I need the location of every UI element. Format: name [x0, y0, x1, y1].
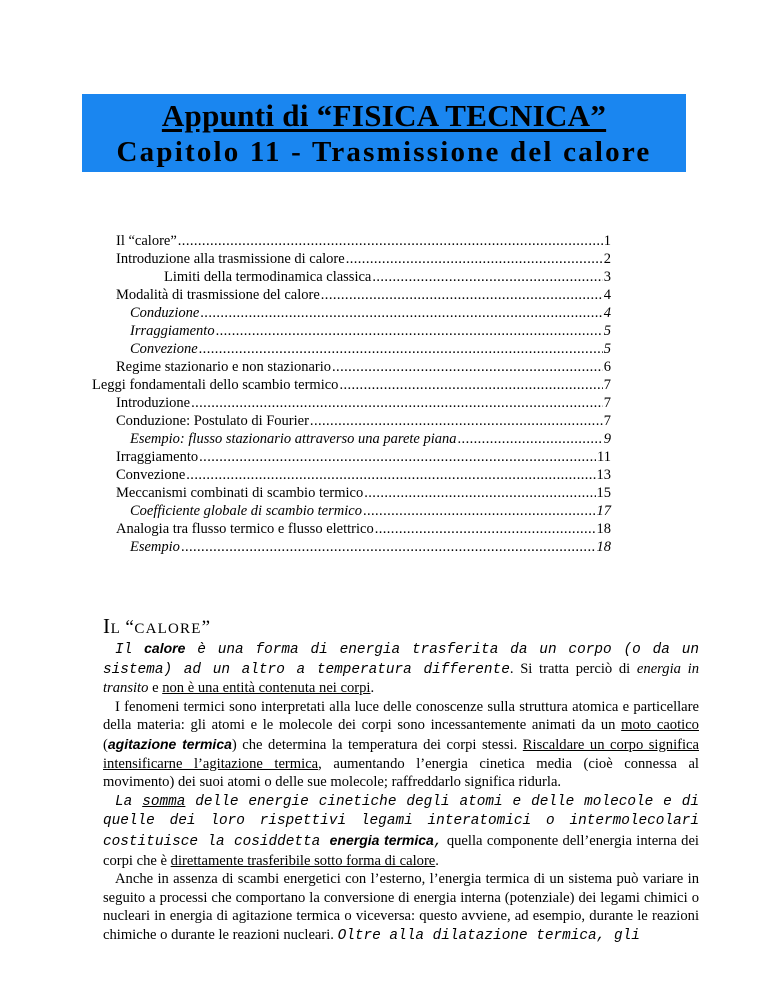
text-run: Il [115, 642, 145, 658]
toc-leader-dots [199, 448, 596, 466]
toc-leader-dots [339, 376, 602, 394]
toc-entry-page: 7 [603, 395, 611, 411]
toc-entry[interactable] [130, 304, 611, 322]
toc-entry-title: Irraggiamento [116, 449, 199, 465]
toc-entry-page: 17 [596, 503, 611, 519]
text-run: moto caotico [621, 717, 699, 734]
toc-entry[interactable] [130, 502, 611, 520]
toc-entry[interactable] [116, 394, 611, 412]
toc-entry-title: Esempio [130, 539, 180, 555]
paragraph [103, 792, 699, 870]
text-run: . Si tratta perciò di [509, 660, 637, 677]
toc-leader-dots [200, 304, 602, 322]
toc-leader-dots [346, 250, 603, 268]
toc-entry-page: 9 [603, 431, 611, 447]
text-run: agitazione termica [107, 735, 232, 752]
toc-entry-title: Coefficiente globale di scambio termico [130, 503, 362, 519]
heading-word: CALORE [134, 621, 202, 637]
toc-entry-title: Meccanismi combinati di scambio termico [116, 485, 364, 501]
document-title-banner [82, 94, 686, 172]
toc-entry-page: 6 [603, 359, 611, 375]
toc-leader-dots [321, 286, 603, 304]
toc-leader-dots [178, 232, 603, 250]
section-body [103, 639, 699, 946]
toc-entry-page: 2 [603, 251, 611, 267]
toc-leader-dots [310, 412, 603, 430]
toc-leader-dots [186, 466, 595, 484]
text-run: energia termica [329, 831, 434, 848]
toc-entry-title: Convezione [116, 467, 186, 483]
toc-entry[interactable] [116, 448, 611, 466]
text-run: energia in transito [103, 660, 699, 697]
toc-entry-page: 4 [603, 305, 611, 321]
toc-entry-title: Introduzione [116, 395, 191, 411]
toc-leader-dots [216, 322, 603, 340]
toc-leader-dots [375, 520, 596, 538]
toc-entry-title: Convezione [130, 341, 198, 357]
toc-entry[interactable] [164, 268, 611, 286]
toc-leader-dots [191, 394, 603, 412]
toc-entry[interactable] [116, 520, 611, 538]
toc-entry-page: 5 [603, 323, 611, 339]
text-run: è una forma di energia trasferita da un corpo (o da un sistema) ad un altro a temperatura differente [103, 642, 699, 678]
toc-entry-title: Leggi fondamentali dello scambio termico [92, 377, 339, 393]
toc-leader-dots [199, 340, 603, 358]
toc-entry[interactable] [116, 232, 611, 250]
toc-entry-title: Introduzione alla trasmissione di calore [116, 251, 345, 267]
toc-entry-page: 18 [596, 521, 611, 537]
toc-entry[interactable] [92, 376, 611, 394]
document-subtitle: Capitolo 11 - Trasmissione del calore [116, 136, 652, 168]
toc-entry-title: Irraggiamento [130, 323, 215, 339]
toc-entry-title: Conduzione [130, 305, 200, 321]
toc-entry-title: Limiti della termodinamica classica [164, 269, 372, 285]
toc-entry[interactable] [130, 538, 611, 556]
toc-leader-dots [363, 502, 596, 520]
text-run: direttamente trasferibile sotto forma di calore [170, 852, 436, 869]
toc-entry-page: 7 [603, 413, 611, 429]
text-run: Riscaldare un corpo significa intensificarne l’agitazione termica [103, 736, 700, 772]
text-run: non è una entità contenuta nei corpi [162, 680, 371, 697]
paragraph [103, 639, 699, 698]
toc-leader-dots [332, 358, 603, 376]
text-run: , [433, 833, 443, 850]
toc-entry-page: 3 [603, 269, 611, 285]
heading-quote: “ [125, 617, 135, 638]
text-run: Oltre alla dilatazione termica, gli [337, 927, 640, 944]
text-run: I fenomeni termici sono interpretati alla luce delle conoscenze sulla struttura atomica e particellare della materia: gli atomi e le molecole dei corpi sono incessantemente animati da un [103, 698, 699, 734]
paragraph [103, 870, 699, 945]
toc-entry[interactable] [116, 286, 611, 304]
text-run: quella componente dell’energia interna dei corpi che è [103, 832, 699, 869]
toc-leader-dots [181, 538, 596, 556]
toc-entry-page: 15 [596, 485, 611, 501]
heading-quote: ” [201, 617, 211, 638]
toc-entry[interactable] [116, 358, 611, 376]
toc-entry[interactable] [130, 322, 611, 340]
text-run: , aumentando l’energia cinetica media (cioè connessa al movimento) dei suoi atomi o delle sue molecole; raffreddarlo significa ridurla. [103, 755, 699, 791]
toc-entry-title: Modalità di trasmissione del calore [116, 287, 320, 303]
toc-entry-page: 5 [603, 341, 611, 357]
text-run: calore [144, 640, 186, 656]
toc-entry-page: 18 [596, 539, 611, 555]
text-run: ( [103, 736, 108, 753]
toc-entry-title: Analogia tra flusso termico e flusso elettrico [116, 521, 374, 537]
toc-entry[interactable] [116, 250, 611, 268]
toc-entry-title: Il “calore” [116, 233, 177, 249]
paragraph [103, 698, 699, 792]
document-title: Appunti di “FISICA TECNICA” [161, 98, 607, 133]
heading-initial: I [103, 614, 111, 638]
text-run: . [435, 852, 439, 869]
toc-entry-page: 11 [597, 449, 611, 465]
toc-entry[interactable] [116, 466, 611, 484]
toc-entry[interactable] [116, 412, 611, 430]
toc-entry-page: 4 [603, 287, 611, 303]
toc-entry-page: 7 [603, 377, 611, 393]
toc-leader-dots [372, 268, 602, 286]
toc-entry-title: Regime stazionario e non stazionario [116, 359, 332, 375]
toc-entry-page: 13 [596, 467, 611, 483]
text-run: e [148, 680, 163, 697]
section-heading [103, 614, 211, 639]
heading-part: L [110, 621, 126, 637]
text-run: La [115, 793, 143, 810]
text-run: ) che determina la temperatura dei corpi stessi. [231, 736, 523, 753]
toc-entry-title: Esempio: flusso stazionario attraverso una parete piana [130, 431, 457, 447]
text-run: somma [142, 793, 186, 810]
toc-leader-dots [458, 430, 603, 448]
toc-leader-dots [364, 484, 595, 502]
toc-entry[interactable] [116, 484, 611, 502]
toc-entry-title: Conduzione: Postulato di Fourier [116, 413, 309, 429]
text-run: Anche in assenza di scambi energetici con l’esterno, l’energia termica di un sistema può variare in seguito a processi che comportano la conversione di energia interna (potenziale) dei legami chimici o nucleari in energia di agitazione termica o viceversa: questo avviene, ad esempio, durante le reazioni chimiche o durante le reazioni nucleari. [103, 871, 699, 943]
toc-entry[interactable] [130, 430, 611, 448]
text-run: delle energie cinetiche degli atomi e delle molecole e di quelle dei loro rispettivi legami interatomici o intermolecolari costituisce la cosiddetta [103, 793, 699, 850]
toc-entry-page: 1 [603, 233, 611, 249]
toc-entry[interactable] [130, 340, 611, 358]
text-run: . [370, 680, 375, 697]
